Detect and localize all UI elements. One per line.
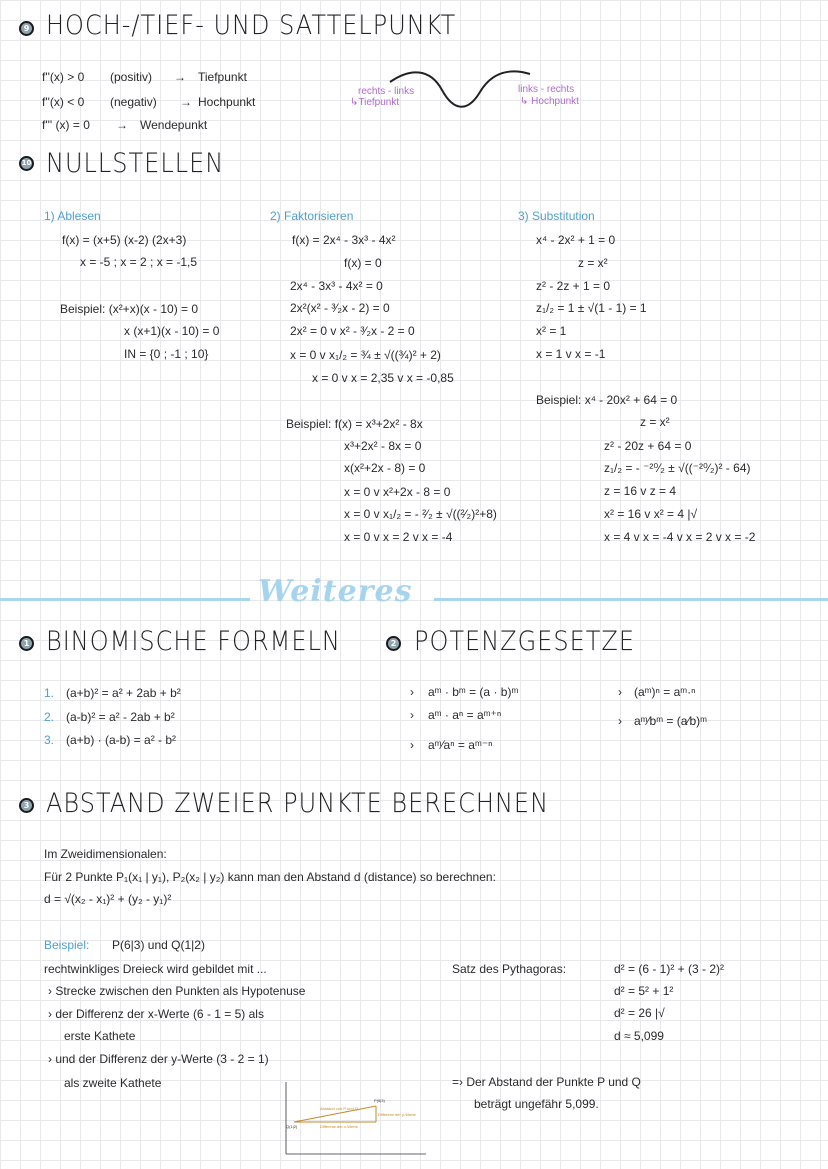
cond-row-3: f''' (x) = 0: [42, 118, 90, 132]
abstand-formula: d = √(x₂ - x₁)² + (y₂ - y₁)²: [44, 892, 172, 906]
abstand-intro-1: Im Zweidimensionalen:: [44, 847, 167, 861]
binom-formula-3: (a+b) · (a-b) = a² - b²: [66, 733, 177, 747]
ablesen-heading: 1) Ablesen: [44, 209, 101, 223]
step-2: › Strecke zwischen den Punkten als Hypotenuse: [48, 984, 306, 998]
bullet-icon: ›: [410, 685, 414, 699]
potenz-law-3: aᵐ⁄aⁿ = aᵐ⁻ⁿ: [428, 738, 493, 752]
section-9-badge: 9: [19, 21, 34, 36]
fakt-beispiel-2: x³+2x² - 8x = 0: [344, 439, 422, 453]
step-3: › der Differenz der x-Werte (6 - 1 = 5) als: [48, 1007, 264, 1021]
curve-right-sub: ↳ Hochpunkt: [520, 96, 579, 107]
binom-num-1: 1.: [44, 686, 55, 700]
fakt-beispiel-3: x(x²+2x - 8) = 0: [344, 461, 426, 475]
binom-formula-1: (a+b)² = a² + 2ab + b²: [66, 686, 181, 700]
arrow-icon: →: [174, 70, 186, 84]
fakt-beispiel-6: x = 0 v x = 2 v x = -4: [344, 530, 453, 544]
bullet-icon: ›: [618, 685, 622, 699]
pyth-line-1: d² = (6 - 1)² + (3 - 2)²: [614, 962, 725, 976]
subst-beispiel-7: x = 4 v x = -4 v x = 2 v x = -2: [604, 530, 756, 544]
fakt-beispiel-1: Beispiel: f(x) = x³+2x² - 8x: [286, 417, 423, 431]
beispiel-points: P(6|3) und Q(1|2): [112, 938, 205, 952]
separator-left: [0, 598, 250, 601]
step-4: erste Kathete: [64, 1029, 136, 1043]
ablesen-line-1: f(x) = (x+5) (x-2) (2x+3): [62, 233, 187, 247]
step-1: rechtwinkliges Dreieck wird gebildet mit ...: [44, 962, 267, 976]
bullet-icon: ›: [410, 708, 414, 722]
step-6: als zweite Kathete: [64, 1076, 162, 1090]
subst-beispiel-2: z = x²: [640, 415, 670, 429]
subst-beispiel-5: z = 16 v z = 4: [604, 484, 677, 498]
potenz-law-5: aᵐ⁄bᵐ = (a⁄b)ᵐ: [634, 714, 707, 728]
section-3-badge: 3: [19, 798, 34, 813]
subst-line-1: x⁴ - 2x² + 1 = 0: [536, 233, 616, 247]
section-3-title: ABSTAND ZWEIER PUNKTE BERECHNEN: [46, 788, 550, 819]
graph-p-label: P(6|3): [374, 1098, 385, 1103]
fakt-beispiel-5: x = 0 v x₁/₂ = - ²⁄₂ ± √((²⁄₂)²+8): [344, 507, 497, 521]
subst-line-6: x = 1 v x = -1: [536, 347, 606, 361]
pythagoras-label: Satz des Pythagoras:: [452, 962, 567, 976]
subst-beispiel-1: Beispiel: x⁴ - 20x² + 64 = 0: [536, 393, 678, 407]
section-2-badge: 2: [386, 636, 401, 651]
subst-line-4: z₁/₂ = 1 ± √(1 - 1) = 1: [536, 301, 647, 315]
fakt-line-2: f(x) = 0: [344, 256, 382, 270]
pyth-line-3: d² = 26 |√: [614, 1006, 665, 1020]
fakt-line-5: 2x² = 0 v x² - ³⁄₂x - 2 = 0: [290, 324, 415, 338]
substitution-heading: 3) Substitution: [518, 209, 595, 223]
curve-left-label: rechts - links: [358, 86, 415, 97]
subst-beispiel-4: z₁/₂ = - ⁻²⁰⁄₂ ± √((⁻²⁰⁄₂)² - 64): [604, 461, 751, 475]
graph-q-label: Q(1|2): [286, 1124, 298, 1129]
pyth-line-2: d² = 5² + 1²: [614, 984, 674, 998]
weiteres-heading: Weiteres: [258, 574, 413, 609]
cond-row-1: f''(x) > 0: [42, 70, 85, 84]
ablesen-line-2: x = -5 ; x = 2 ; x = -1,5: [80, 255, 198, 269]
graph-dy-label: Differenz der y-Werte: [378, 1112, 416, 1117]
cond-row-1-result: Tiefpunkt: [198, 70, 247, 84]
section-10-title: NULLSTELLEN: [46, 148, 225, 179]
fakt-line-4: 2x²(x² - ³⁄₂x - 2) = 0: [290, 301, 390, 315]
subst-beispiel-6: x² = 16 v x² = 4 |√: [604, 507, 698, 521]
cond-row-2: f''(x) < 0: [42, 95, 85, 109]
distance-graph: [280, 1080, 430, 1160]
curve-right-label: links - rechts: [518, 84, 575, 95]
fakt-line-3: 2x⁴ - 3x³ - 4x² = 0: [290, 279, 383, 293]
arrow-icon: →: [180, 95, 192, 109]
bullet-icon: ›: [618, 714, 622, 728]
arrow-icon: →: [116, 118, 128, 132]
binom-num-2: 2.: [44, 710, 55, 724]
section-1-title: BINOMISCHE FORMELN: [46, 626, 341, 657]
section-1-badge: 1: [19, 636, 34, 651]
cond-row-1-desc: (positiv): [110, 70, 153, 84]
cond-row-3-result: Wendepunkt: [140, 118, 208, 132]
potenz-law-2: aᵐ · aⁿ = aᵐ⁺ⁿ: [428, 708, 502, 722]
ablesen-beispiel-3: IN = {0 ; -1 ; 10}: [124, 347, 209, 361]
graph-dx-label: Differenz der x-Werte: [320, 1124, 358, 1129]
subst-line-2: z = x²: [578, 256, 608, 270]
beispiel-label: Beispiel:: [44, 938, 90, 952]
potenz-law-1: aᵐ · bᵐ = (a · b)ᵐ: [428, 685, 519, 699]
binom-formula-2: (a-b)² = a² - 2ab + b²: [66, 710, 175, 724]
subst-line-3: z² - 2z + 1 = 0: [536, 279, 611, 293]
step-5: › und der Differenz der y-Werte (3 - 2 = 1): [48, 1052, 269, 1066]
pyth-line-4: d ≈ 5,099: [614, 1029, 664, 1043]
fakt-line-6: x = 0 v x₁/₂ = ¾ ± √((¾)² + 2): [290, 348, 441, 362]
faktorisieren-heading: 2) Faktorisieren: [270, 209, 354, 223]
section-10-badge: 10: [19, 156, 34, 171]
section-2-title: POTENZGESETZE: [414, 626, 636, 657]
bullet-icon: ›: [410, 738, 414, 752]
fakt-line-1: f(x) = 2x⁴ - 3x³ - 4x²: [292, 233, 396, 247]
conclusion-1: =› Der Abstand der Punkte P und Q: [452, 1075, 641, 1089]
subst-line-5: x² = 1: [536, 324, 567, 338]
curve-left-sub: ↳Tiefpunkt: [350, 97, 400, 108]
cond-row-2-desc: (negativ): [110, 95, 157, 109]
fakt-line-7: x = 0 v x = 2,35 v x = -0,85: [312, 371, 454, 385]
graph-hyp-label: Abstand von P und Q: [320, 1106, 358, 1111]
subst-beispiel-3: z² - 20z + 64 = 0: [604, 439, 692, 453]
cond-row-2-result: Hochpunkt: [198, 95, 256, 109]
section-9-title: HOCH-/TIEF- UND SATTELPUNKT: [46, 10, 457, 41]
ablesen-beispiel-1: Beispiel: (x²+x)(x - 10) = 0: [60, 302, 199, 316]
conclusion-2: beträgt ungefähr 5,099.: [474, 1097, 599, 1111]
potenz-law-4: (aᵐ)ⁿ = aᵐ·ⁿ: [634, 685, 696, 699]
separator-right: [434, 598, 828, 601]
abstand-intro-2: Für 2 Punkte P₁(x₁ | y₁), P₂(x₂ | y₂) kann man den Abstand d (distance) so berechnen:: [44, 870, 496, 884]
binom-num-3: 3.: [44, 733, 55, 747]
fakt-beispiel-4: x = 0 v x²+2x - 8 = 0: [344, 485, 451, 499]
ablesen-beispiel-2: x (x+1)(x - 10) = 0: [124, 324, 220, 338]
